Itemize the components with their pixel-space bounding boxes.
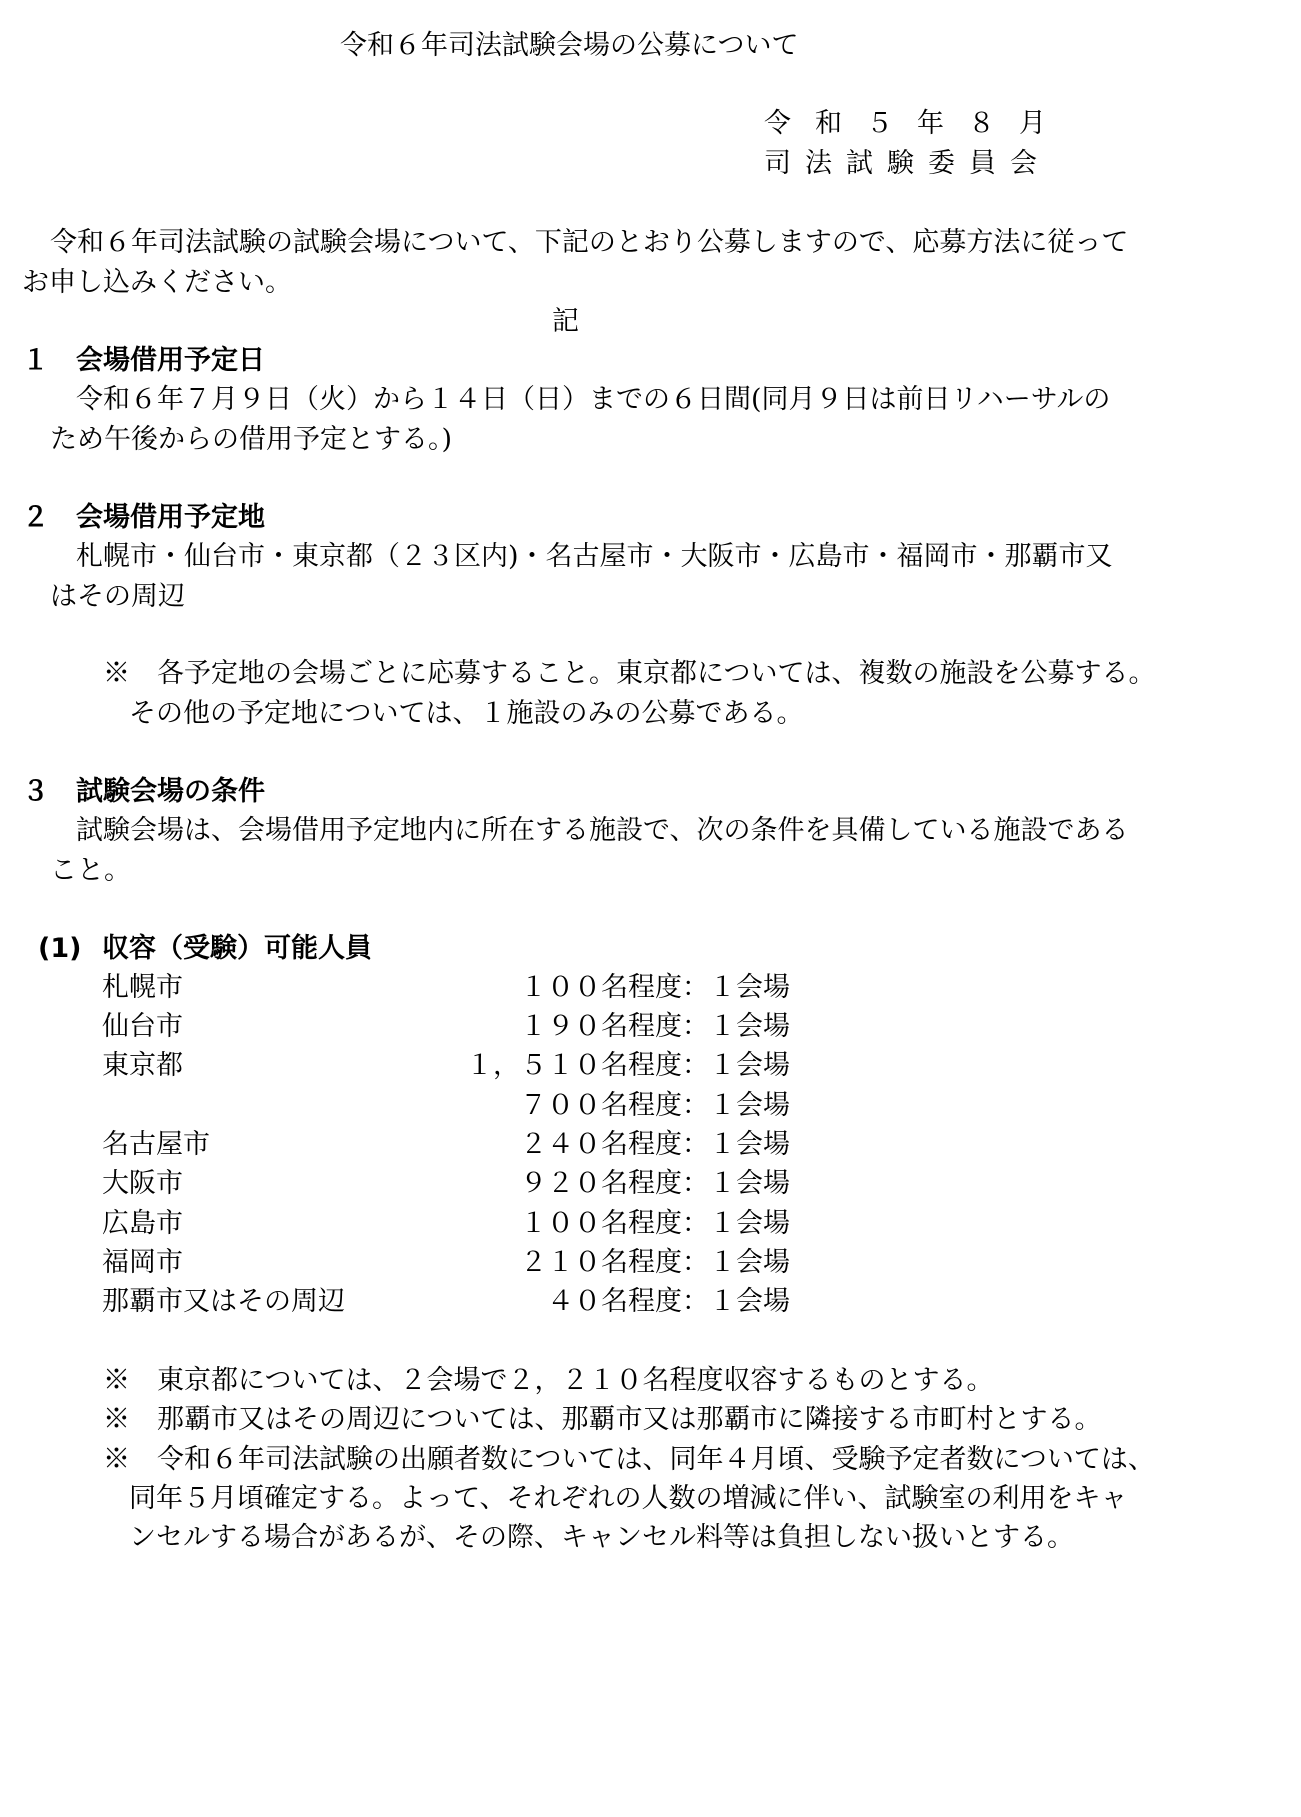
section3-note-1: ※ 東京都については、２会場で２，２１０名程度収容するものとする。 [103,1365,994,1396]
page-title: 令和６年司法試験会場の公募について [340,30,799,61]
section3-note-5: ンセルする場合があるが、その際、キャンセル料等は負担しない扱いとする。 [129,1522,1074,1553]
capacity-count: １００名程度：１会場 [520,972,790,1003]
section3-note-4: 同年５月頃確定する。よって、それぞれの人数の増減に伴い、試験室の利用をキャ [129,1483,1128,1514]
capacity-city: 仙台市 [102,1011,183,1042]
capacity-city: 福岡市 [102,1247,183,1278]
section2-body-1: 札幌市・仙台市・東京都（２３区内)・名古屋市・大阪市・広島市・福岡市・那覇市又 [76,541,1113,572]
capacity-count: １，５１０名程度：１会場 [466,1050,790,1081]
capacity-count: １９０名程度：１会場 [520,1011,790,1042]
capacity-city: 広島市 [102,1208,183,1239]
ki-marker: 記 [552,306,579,337]
section3-body-1: 試験会場は、会場借用予定地内に所在する施設で、次の条件を具備している施設である [76,815,1129,846]
section2-heading: ２ 会場借用予定地 [22,502,265,533]
capacity-count: ２１０名程度：１会場 [520,1247,790,1278]
section2-note-1: ※ 各予定地の会場ごとに応募すること。東京都については、複数の施設を公募する。 [103,658,1156,689]
capacity-count: １００名程度：１会場 [520,1208,790,1239]
intro-line-2: お申し込みください。 [22,267,292,298]
intro-line-1: 令和６年司法試験の試験会場について、下記のとおり公募しますので、応募方法に従って [50,227,1129,258]
section1-body-2: ため午後からの借用予定とする。) [50,424,453,455]
sub1-number: (1) [38,933,82,964]
capacity-city: 東京都 [102,1050,183,1081]
section2-body-2: はその周辺 [50,581,185,612]
capacity-city: 名古屋市 [102,1129,210,1160]
date: 令和５年８月 [764,108,1070,139]
capacity-city: 那覇市又はその周辺 [102,1286,345,1317]
capacity-count: ７００名程度：１会場 [520,1090,790,1121]
capacity-city: 札幌市 [102,972,183,1003]
issuer: 司法試験委員会 [764,148,1051,179]
sub1-heading: 収容（受験）可能人員 [102,933,372,964]
section3-heading: ３ 試験会場の条件 [22,776,265,807]
capacity-count: ４０名程度：１会場 [547,1286,790,1317]
capacity-count: ９２０名程度：１会場 [520,1168,790,1199]
section1-heading: １ 会場借用予定日 [22,345,265,376]
section3-body-2: こと。 [50,855,131,886]
section3-note-3: ※ 令和６年司法試験の出願者数については、同年４月頃、受験予定者数については、 [103,1444,1155,1475]
section2-note-2: その他の予定地については、１施設のみの公募である。 [129,698,804,729]
capacity-count: ２４０名程度：１会場 [520,1129,790,1160]
capacity-city: 大阪市 [102,1168,183,1199]
section3-note-2: ※ 那覇市又はその周辺については、那覇市又は那覇市に隣接する市町村とする。 [103,1404,1102,1435]
section1-body-1: 令和６年７月９日（火）から１４日（日）までの６日間(同月９日は前日リハーサルの [76,384,1111,415]
